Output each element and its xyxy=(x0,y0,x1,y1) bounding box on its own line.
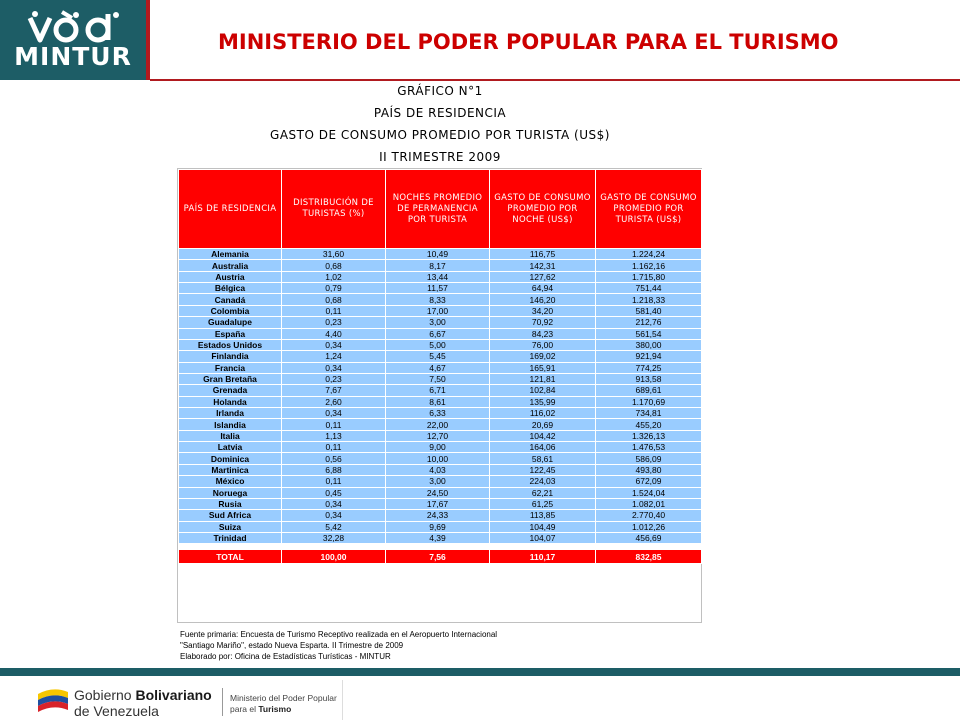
cell-nights: 8,61 xyxy=(386,396,490,407)
footer-band xyxy=(0,668,960,676)
cell-spend-night: 169,02 xyxy=(490,351,596,362)
cell-spend-night: 62,21 xyxy=(490,487,596,498)
cell-spend-tourist: 1.082,01 xyxy=(596,498,702,509)
cell-spend-night: 116,02 xyxy=(490,408,596,419)
cell-country: Rusia xyxy=(179,498,282,509)
table-row xyxy=(179,476,702,487)
cell-country: Dominica xyxy=(179,453,282,464)
cell-spend-night: 224,03 xyxy=(490,476,596,487)
total-nights: 7,56 xyxy=(386,550,490,564)
cell-nights: 22,00 xyxy=(386,419,490,430)
cell-spend-night: 104,49 xyxy=(490,521,596,532)
table-row xyxy=(179,283,702,294)
cell-spend-night: 104,07 xyxy=(490,532,596,543)
cell-nights: 8,17 xyxy=(386,260,490,271)
cell-country: Trinidad xyxy=(179,532,282,543)
total-spend-night: 110,17 xyxy=(490,550,596,564)
cell-distribution: 0,34 xyxy=(282,510,386,521)
table-row xyxy=(179,498,702,509)
source-line: "Santiago Mariño", estado Nueva Esparta. II Trimestre de 2009 xyxy=(180,641,404,650)
cell-spend-tourist: 1.476,53 xyxy=(596,442,702,453)
gov-text-bold: Bolivariano xyxy=(135,687,212,703)
cell-nights: 17,00 xyxy=(386,305,490,316)
cell-country: Islandia xyxy=(179,419,282,430)
total-distribution: 100,00 xyxy=(282,550,386,564)
cell-nights: 11,57 xyxy=(386,283,490,294)
cell-country: Irlanda xyxy=(179,408,282,419)
ministry-text-bold: Turismo xyxy=(258,704,292,714)
cell-nights: 13,44 xyxy=(386,271,490,282)
cell-spend-tourist: 672,09 xyxy=(596,476,702,487)
cell-spend-tourist: 751,44 xyxy=(596,283,702,294)
header-spend-tourist: GASTO DE CONSUMO PROMEDIO POR TURISTA (US$) xyxy=(596,170,702,249)
cell-spend-tourist: 1.715,80 xyxy=(596,271,702,282)
cell-spend-night: 165,91 xyxy=(490,362,596,373)
cell-spend-tourist: 1.162,16 xyxy=(596,260,702,271)
figure-subject: PAÍS DE RESIDENCIA xyxy=(373,106,507,120)
cell-spend-tourist: 455,20 xyxy=(596,419,702,430)
table-row xyxy=(179,339,702,350)
source-line: Fuente primaria: Encuesta de Turismo Receptivo realizada en el Aeropuerto Internacional xyxy=(180,630,498,639)
table-row xyxy=(179,373,702,384)
source-note xyxy=(180,629,700,662)
cell-nights: 9,69 xyxy=(386,521,490,532)
cell-country: Austria xyxy=(179,271,282,282)
table-row xyxy=(179,487,702,498)
cell-distribution: 0,34 xyxy=(282,339,386,350)
cell-country: Italia xyxy=(179,430,282,441)
table-row xyxy=(179,260,702,271)
cell-distribution: 0,34 xyxy=(282,408,386,419)
cell-distribution: 0,68 xyxy=(282,294,386,305)
table-header-row xyxy=(179,170,702,249)
cell-country: Australia xyxy=(179,260,282,271)
cell-nights: 6,33 xyxy=(386,408,490,419)
table-row xyxy=(179,442,702,453)
figure-number: GRÁFICO N°1 xyxy=(397,84,483,98)
cell-spend-night: 116,75 xyxy=(490,249,596,260)
cell-country: Grenada xyxy=(179,385,282,396)
cell-distribution: 0,56 xyxy=(282,453,386,464)
ministry-text: para el xyxy=(230,704,259,714)
table-row xyxy=(179,521,702,532)
table-row xyxy=(179,249,702,260)
cell-spend-night: 127,62 xyxy=(490,271,596,282)
table-row xyxy=(179,453,702,464)
cell-distribution: 5,42 xyxy=(282,521,386,532)
cell-spend-tourist: 913,58 xyxy=(596,373,702,384)
cell-distribution: 6,88 xyxy=(282,464,386,475)
cell-country: Francia xyxy=(179,362,282,373)
cell-spend-night: 146,20 xyxy=(490,294,596,305)
cell-country: Guadalupe xyxy=(179,317,282,328)
cell-country: España xyxy=(179,328,282,339)
cell-spend-night: 76,00 xyxy=(490,339,596,350)
figure-measure: GASTO DE CONSUMO PROMEDIO POR TURISTA (US$) xyxy=(270,128,610,142)
cell-distribution: 7,67 xyxy=(282,385,386,396)
cell-country: Noruega xyxy=(179,487,282,498)
cell-spend-night: 121,81 xyxy=(490,373,596,384)
cell-spend-night: 142,31 xyxy=(490,260,596,271)
cell-spend-tourist: 581,40 xyxy=(596,305,702,316)
table-row xyxy=(179,396,702,407)
cell-distribution: 0,23 xyxy=(282,317,386,328)
ministry-line1: Ministerio del Poder Popular xyxy=(230,693,337,703)
cell-country: Colombia xyxy=(179,305,282,316)
cell-nights: 4,39 xyxy=(386,532,490,543)
table-row xyxy=(179,419,702,430)
cell-country: Bélgica xyxy=(179,283,282,294)
logo-text: MINTUR xyxy=(14,42,132,71)
cell-nights: 17,67 xyxy=(386,498,490,509)
cell-spend-tourist: 689,61 xyxy=(596,385,702,396)
header-nights: NOCHES PROMEDIO DE PERMANENCIA POR TURISTA xyxy=(386,170,490,249)
table-body xyxy=(179,249,702,564)
cell-nights: 10,00 xyxy=(386,453,490,464)
cell-country: Gran Bretaña xyxy=(179,373,282,384)
cell-spend-tourist: 456,69 xyxy=(596,532,702,543)
cell-spend-tourist: 212,76 xyxy=(596,317,702,328)
table-row xyxy=(179,362,702,373)
table-row xyxy=(179,294,702,305)
cell-distribution: 1,24 xyxy=(282,351,386,362)
cell-distribution: 1,13 xyxy=(282,430,386,441)
cell-distribution: 4,40 xyxy=(282,328,386,339)
cell-distribution: 0,45 xyxy=(282,487,386,498)
cell-distribution: 0,68 xyxy=(282,260,386,271)
cell-spend-tourist: 1.012,26 xyxy=(596,521,702,532)
cell-spend-tourist: 586,09 xyxy=(596,453,702,464)
table-row xyxy=(179,532,702,543)
cell-spend-tourist: 1.218,33 xyxy=(596,294,702,305)
cell-spend-tourist: 921,94 xyxy=(596,351,702,362)
cell-nights: 3,00 xyxy=(386,476,490,487)
page-title: MINISTERIO DEL PODER POPULAR PARA EL TURISMO xyxy=(218,30,839,54)
cell-distribution: 0,79 xyxy=(282,283,386,294)
cell-distribution: 32,28 xyxy=(282,532,386,543)
cell-country: Alemania xyxy=(179,249,282,260)
cell-spend-night: 164,06 xyxy=(490,442,596,453)
cell-distribution: 0,11 xyxy=(282,476,386,487)
tourism-figures-icon xyxy=(26,10,126,44)
footer-rule xyxy=(342,680,343,720)
cell-distribution: 1,02 xyxy=(282,271,386,282)
cell-distribution: 2,60 xyxy=(282,396,386,407)
cell-spend-night: 58,61 xyxy=(490,453,596,464)
cell-nights: 24,33 xyxy=(386,510,490,521)
cell-distribution: 31,60 xyxy=(282,249,386,260)
footer-divider xyxy=(222,688,223,716)
cell-country: Holanda xyxy=(179,396,282,407)
figure-period: II TRIMESTRE 2009 xyxy=(379,150,501,164)
gov-name-line1 xyxy=(74,687,212,703)
cell-spend-night: 34,20 xyxy=(490,305,596,316)
table-row xyxy=(179,464,702,475)
cell-spend-night: 84,23 xyxy=(490,328,596,339)
chart-titles xyxy=(180,80,700,168)
cell-spend-tourist: 1.224,24 xyxy=(596,249,702,260)
gov-name-line2: de Venezuela xyxy=(74,703,159,719)
header-spend-night: GASTO DE CONSUMO PROMEDIO POR NOCHE (US$) xyxy=(490,170,596,249)
cell-spend-night: 104,42 xyxy=(490,430,596,441)
cell-distribution: 0,11 xyxy=(282,442,386,453)
cell-country: Canadá xyxy=(179,294,282,305)
cell-distribution: 0,34 xyxy=(282,498,386,509)
total-country: TOTAL xyxy=(179,550,282,564)
venezuela-flag-icon xyxy=(36,684,70,714)
cell-country: Finlandia xyxy=(179,351,282,362)
cell-spend-night: 61,25 xyxy=(490,498,596,509)
table-row xyxy=(179,317,702,328)
gov-text: Gobierno xyxy=(74,687,136,703)
table-row xyxy=(179,305,702,316)
cell-nights: 7,50 xyxy=(386,373,490,384)
cell-nights: 24,50 xyxy=(386,487,490,498)
cell-distribution: 0,23 xyxy=(282,373,386,384)
cell-nights: 8,33 xyxy=(386,294,490,305)
data-table xyxy=(178,169,702,564)
cell-distribution: 0,11 xyxy=(282,305,386,316)
total-spend-tourist: 832,85 xyxy=(596,550,702,564)
cell-nights: 5,45 xyxy=(386,351,490,362)
ministry-line2 xyxy=(230,704,291,714)
cell-nights: 6,71 xyxy=(386,385,490,396)
cell-country: Estados Unidos xyxy=(179,339,282,350)
cell-country: Suiza xyxy=(179,521,282,532)
cell-nights: 12,70 xyxy=(386,430,490,441)
cell-spend-night: 64,94 xyxy=(490,283,596,294)
cell-nights: 4,67 xyxy=(386,362,490,373)
cell-spend-tourist: 774,25 xyxy=(596,362,702,373)
cell-country: México xyxy=(179,476,282,487)
cell-spend-tourist: 561,54 xyxy=(596,328,702,339)
table-row xyxy=(179,510,702,521)
cell-spend-tourist: 380,00 xyxy=(596,339,702,350)
cell-spend-tourist: 1.170,69 xyxy=(596,396,702,407)
table-row xyxy=(179,351,702,362)
cell-spend-night: 135,99 xyxy=(490,396,596,407)
cell-spend-tourist: 2.770,40 xyxy=(596,510,702,521)
header-accent xyxy=(146,0,150,80)
cell-spend-tourist: 1.326,13 xyxy=(596,430,702,441)
header-distribution: DISTRIBUCIÓN DE TURISTAS (%) xyxy=(282,170,386,249)
cell-spend-tourist: 1.524,04 xyxy=(596,487,702,498)
header-country: PAÍS DE RESIDENCIA xyxy=(179,170,282,249)
total-row xyxy=(179,550,702,564)
credit-line: Elaborado por: Oficina de Estadísticas Turísticas - MINTUR xyxy=(180,652,391,661)
mintur-logo xyxy=(0,0,146,80)
cell-country: Martinica xyxy=(179,464,282,475)
cell-nights: 4,03 xyxy=(386,464,490,475)
table-row xyxy=(179,328,702,339)
cell-nights: 9,00 xyxy=(386,442,490,453)
cell-nights: 10,49 xyxy=(386,249,490,260)
cell-distribution: 0,11 xyxy=(282,419,386,430)
table-row xyxy=(179,408,702,419)
table-row xyxy=(179,430,702,441)
cell-spend-night: 113,85 xyxy=(490,510,596,521)
cell-spend-night: 20,69 xyxy=(490,419,596,430)
page-header xyxy=(0,0,960,80)
cell-nights: 6,67 xyxy=(386,328,490,339)
cell-spend-tourist: 734,81 xyxy=(596,408,702,419)
cell-country: Latvia xyxy=(179,442,282,453)
cell-country: Sud Africa xyxy=(179,510,282,521)
table-row xyxy=(179,385,702,396)
cell-spend-night: 102,84 xyxy=(490,385,596,396)
cell-spend-tourist: 493,80 xyxy=(596,464,702,475)
cell-distribution: 0,34 xyxy=(282,362,386,373)
cell-spend-night: 70,92 xyxy=(490,317,596,328)
cell-nights: 5,00 xyxy=(386,339,490,350)
table-row xyxy=(179,271,702,282)
cell-nights: 3,00 xyxy=(386,317,490,328)
cell-spend-night: 122,45 xyxy=(490,464,596,475)
